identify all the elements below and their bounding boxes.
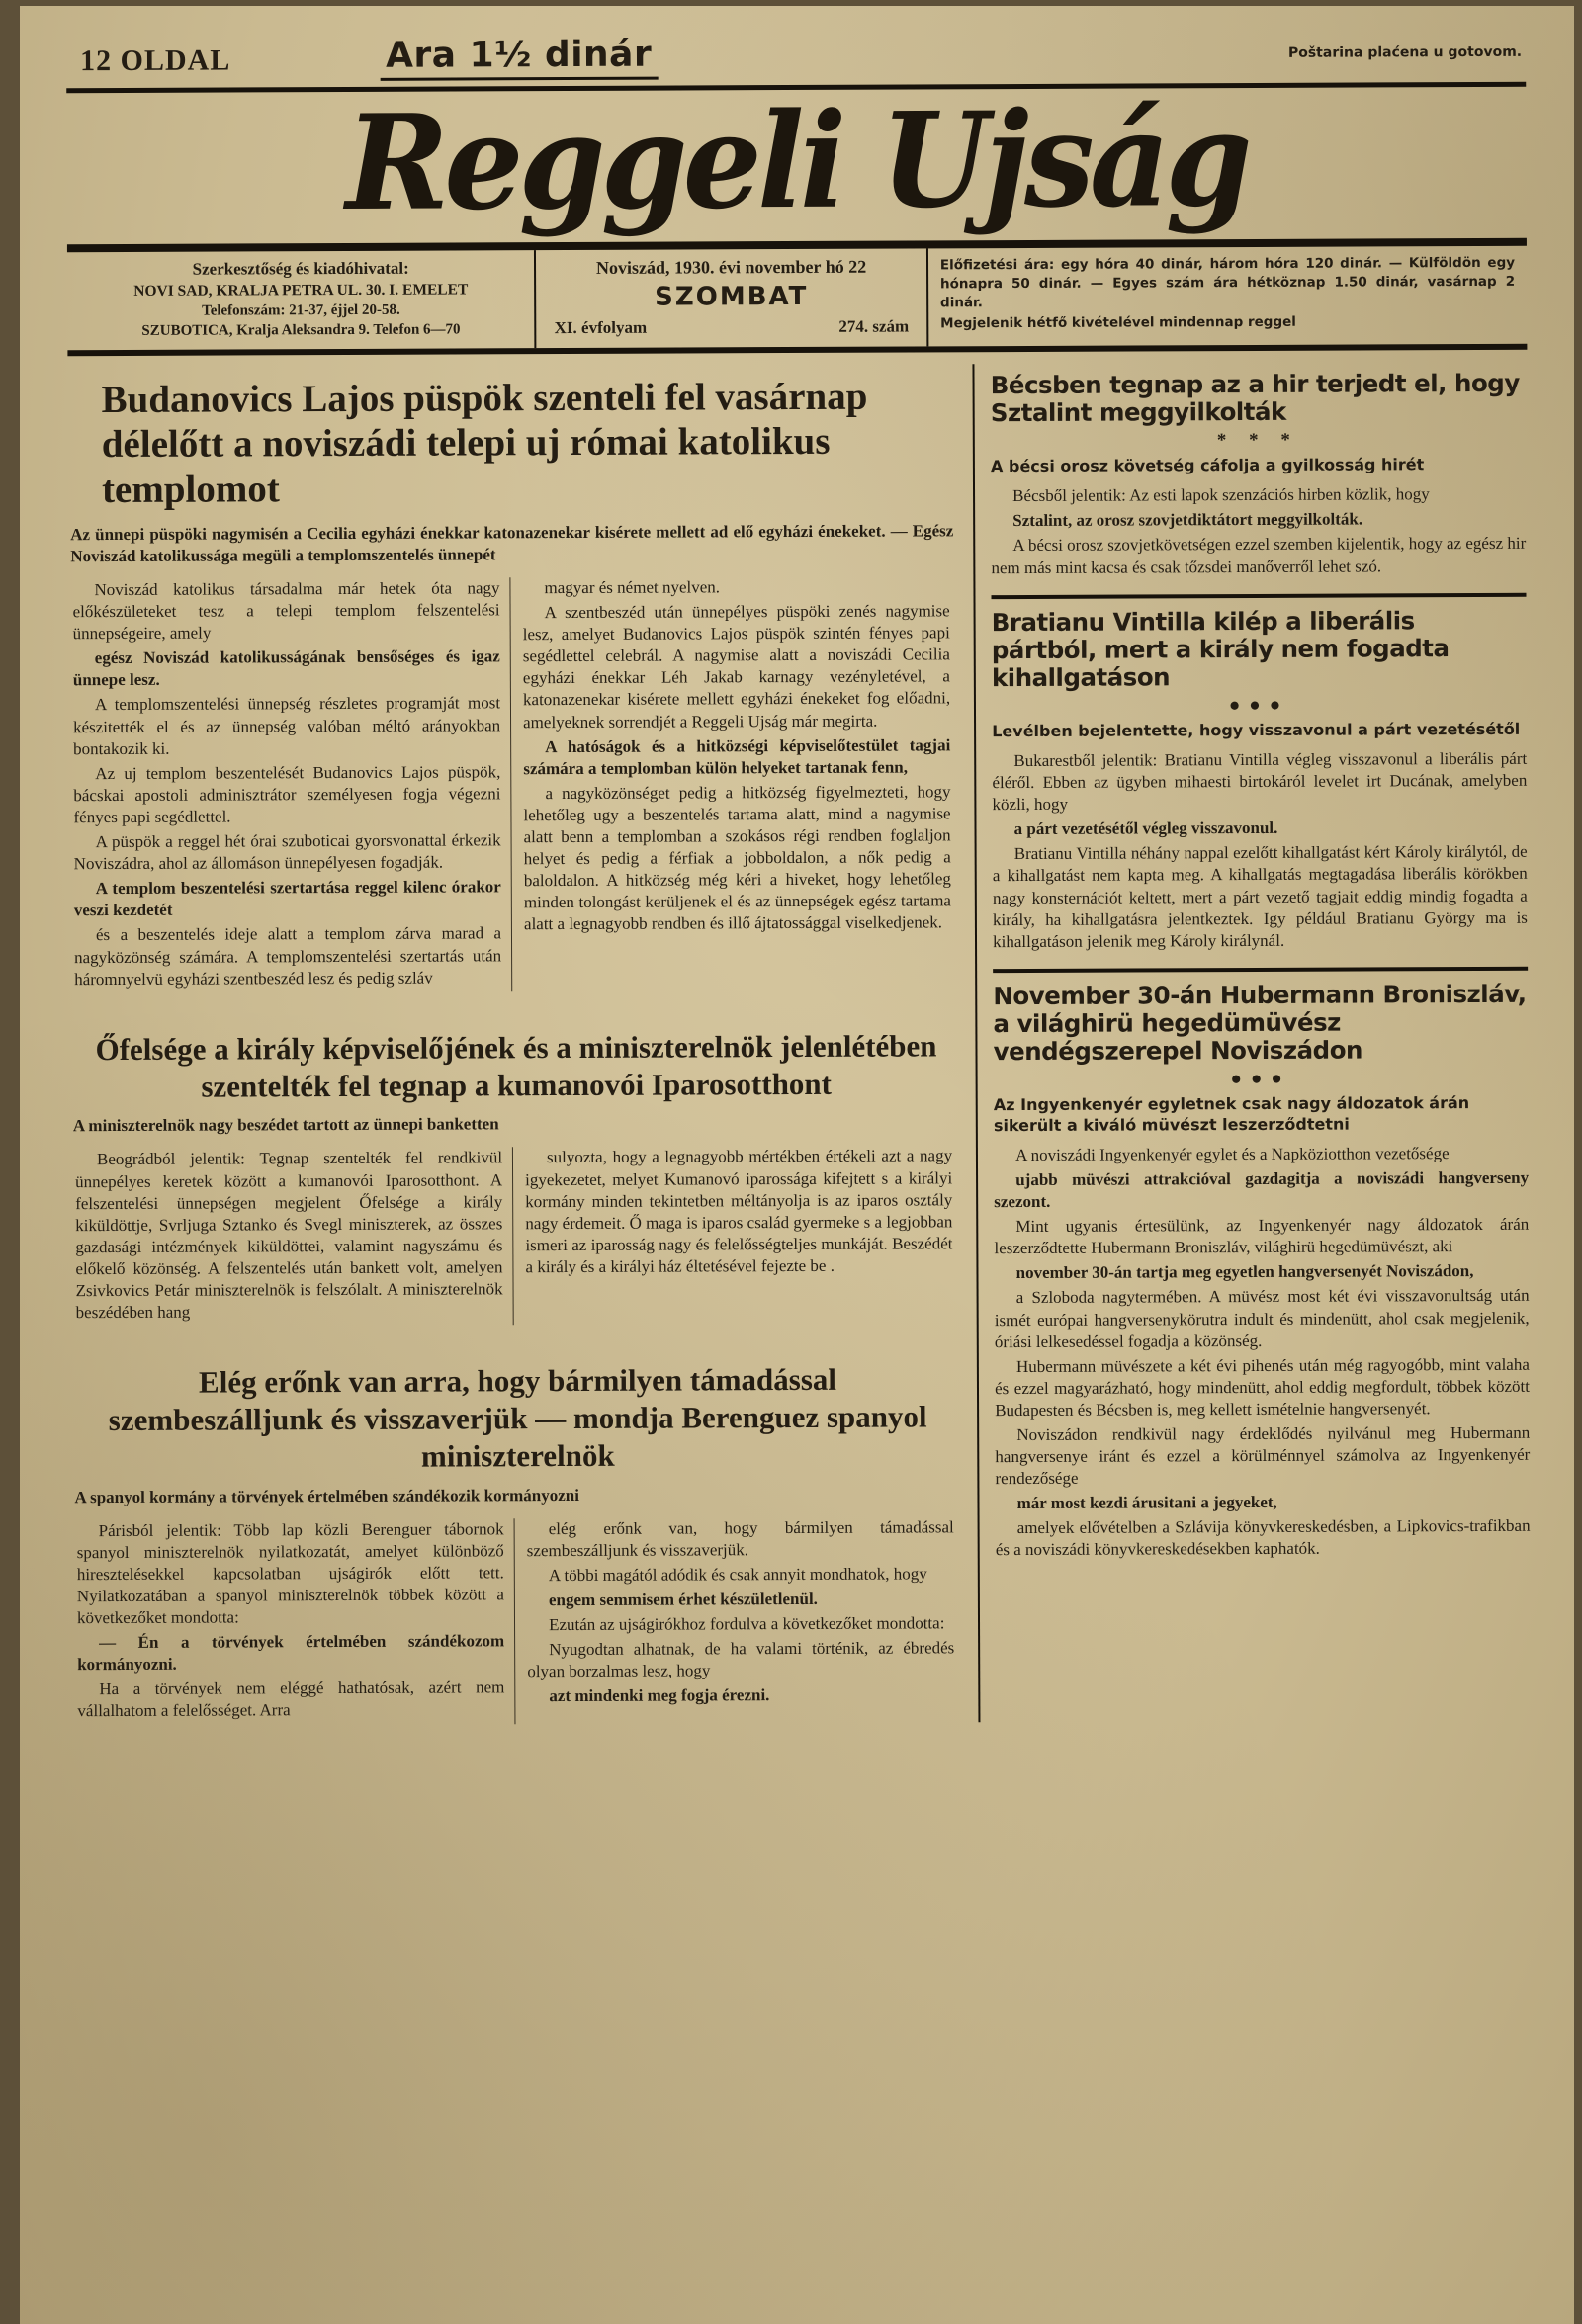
article-bratianu-body bbox=[992, 748, 1528, 953]
paragraph: A templomszentelési ünnepség részletes programját most készitették el és az ünnepség valóban méltó arányokban bontakozik ki. bbox=[73, 693, 501, 758]
paragraph: amelyek elővételben a Szlávija könyvkereskedésben, a Lipkovics-trafikban és a noviszádi könyvkereskedésekben kaphatók. bbox=[995, 1516, 1531, 1560]
article-temple-col1 bbox=[68, 577, 511, 993]
dots-separator: ●●● bbox=[1230, 1069, 1291, 1090]
paragraph: sulyozta, hogy a legnagyobb mértékben értékeli azt a nagy igyekezetet, melyet Kumanovó iparossága kifejtett s a királyi kormány minden tekintetben méltányolja is az iparos osztály nagy érdemeit. Ő maga is iparos család gyermeke s a legjobban ismeri az iparosság nagy és felelősségteljes munkáját. Beszédét a király és a királyi ház éltetésével fejezte be . bbox=[525, 1146, 953, 1277]
publication-note: Megjelenik hétfő kivételével mindennap reggel bbox=[940, 313, 1296, 332]
paragraph: Noviszádon rendkivül nagy érdeklődés nyilvánul meg Hubermann hangversenye iránt és ezzel a körülménnyel számolva az Ingyenkenyér rendezősége bbox=[995, 1422, 1531, 1489]
paragraph: engem semmisem érhet készületlenül. bbox=[548, 1589, 818, 1610]
paragraph: Beográdból jelentik: Tegnap szentelték fel rendkivül ünnepélyes keretek között a kumanovói Iparosotthont. A felszentelési ünnepségen megjelent Őfelsége a király kiküldöttje, Svrljuga Sztanko és Svegl miniszterek, az összes gazdasági intézmények kiküldöttei, valamint nagyszámu és előkelő közönség. A felszentelés után bankett volt, amelyen Zsivkovics Petár miniszterelnök is felszólalt. A miniszterelnök beszédében hang bbox=[75, 1148, 503, 1323]
dots-separator: ●●● bbox=[1228, 694, 1290, 717]
article-kumanovo-subhead: A miniszterelnök nagy beszédet tartott az ünnepi banketten bbox=[72, 1114, 499, 1136]
article-stalin-body bbox=[991, 483, 1526, 579]
paragraph: a párt vezetésétől végleg visszavonul. bbox=[1013, 818, 1278, 839]
rule-before-bratianu bbox=[992, 592, 1527, 598]
page-header bbox=[66, 29, 1527, 357]
article-berenguer-subhead: A spanyol kormány a törvények értelmében szándékozik kormányozni bbox=[74, 1485, 579, 1506]
paragraph: A noviszádi Ingyenkenyér egylet és a Napköziotthon vezetősége bbox=[1015, 1144, 1450, 1164]
office-line-2: NOVI SAD, KRALJA PETRA UL. 30. I. EMELET bbox=[133, 281, 469, 301]
article-hubermann-lead: Az Ingyenkenyér egyletnek csak nagy áldozatok árán sikerült a kiváló müvészt leszerződtetni bbox=[993, 1093, 1470, 1136]
article-temple-subhead: Az ünnepi püspöki nagymisén a Cecilia egyházi énekkar katonazenekar kisérete mellett ad elő egyházi énekeket. — Egész Noviszád katolikussága megüli a templomszentelés ünnepét bbox=[70, 521, 954, 566]
info-row bbox=[67, 246, 1527, 350]
date-info-box bbox=[534, 249, 928, 349]
paragraph: Párisból jelentik: Több lap közli Berenguer tábornok spanyol miniszterelnök nyilatkozatát, amelyet különböző hiresztelésekkel kapcsolatban ujságirók előtt tett. Nyilatkozatában a spanyol miniszterelnök többek között a következőket mondotta: bbox=[76, 1518, 504, 1628]
postage-note: Poštarina plaćena u gotovom. bbox=[1287, 43, 1523, 61]
left-column bbox=[67, 364, 978, 1725]
paragraph: Nyugodtan alhatnak, de ha valami történik, az ébredés olyan borzalmas lesz, hogy bbox=[527, 1638, 955, 1681]
volume-row bbox=[549, 317, 916, 339]
paragraph: magyar és német nyelven. bbox=[544, 577, 721, 598]
article-berenguer-headline: Elég erőnk van arra, hogy bármilyen támadással szembeszálljunk és visszaverjük — mondja Berenguez spanyol miniszterelnök bbox=[108, 1361, 927, 1474]
paragraph: Noviszád katolikus társadalma már hetek óta nagy előkészületeket tesz a telepi templom felszentelési ünnepségeire, amely bbox=[72, 578, 500, 644]
paragraph: ujabb müvészi attrakcióval gazdagitja a noviszádi hangverseny szezont. bbox=[994, 1167, 1530, 1212]
paragraph: már most kezdi árusitani a jegyeket, bbox=[1016, 1493, 1277, 1513]
paragraph: Bukarestből jelentik: Bratianu Vintilla végleg visszavonul a liberális párt éléről. Ebben az ügyben mihaesti birtokáról levelet irt Ducának, amelyben közli, hogy bbox=[992, 748, 1528, 815]
article-temple-headline: Budanovics Lajos püspök szenteli fel vasárnap délelőtt a noviszádi telepi uj római katolikus templomot bbox=[101, 375, 868, 511]
page-count-label: 12 OLDAL bbox=[80, 43, 231, 78]
office-line-1: Szerkesztőség és kiadóhivatal: bbox=[192, 258, 409, 279]
article-hubermann-headline: November 30-án Hubermann Broniszláv, a világhirü hegedümüvész vendégszerepel Noviszádon bbox=[993, 979, 1527, 1067]
article-berenguer-col2 bbox=[514, 1516, 965, 1724]
paragraph: egész Noviszád katolikusságának bensőséges és igaz ünnepe lesz. bbox=[72, 646, 500, 690]
article-temple bbox=[67, 364, 961, 993]
article-kumanovo-columns bbox=[71, 1146, 963, 1328]
article-kumanovo-headline: Őfelsége a király képviselőjének és a miniszterelnök jelenlétében szentelték fel tegnap a kumanovói Iparosotthont bbox=[95, 1028, 937, 1104]
stars-separator: * * * bbox=[1216, 430, 1299, 452]
page-content bbox=[20, 6, 1574, 2324]
paragraph: elég erőnk van, hogy bármilyen támadással szembeszálljunk és visszaverjük. bbox=[526, 1516, 954, 1560]
paragraph: Sztalint, az orosz szovjetdiktátort meggyilkolták. bbox=[1012, 509, 1363, 531]
paragraph: A hatóságok és a hitközségi képviselőtestület tagjai számára a templomban külön helyeket tartanak fenn, bbox=[523, 734, 951, 778]
article-stalin bbox=[991, 370, 1527, 579]
masthead-title: Reggeli Ujság bbox=[345, 82, 1248, 240]
office-line-3: Telefonszám: 21-37, éjjel 20-58. bbox=[202, 301, 400, 319]
article-kumanovo-col1 bbox=[71, 1148, 513, 1328]
paragraph: A szentbeszéd után ünnepélyes püspöki zenés nagymise lesz, amelyet Budanovics Lajos püspök szintén fényes papi segédlettel celebrál. A nagymise alatt a noviszádi Cecilia egyházi énekkar Léh Jakab karnagy vezényletével, a katonazenekar kisérete mellett egyházi énekeket fog előadni, amelyeknek sorrendjét a Reggeli Ujság már megirta. bbox=[522, 601, 951, 732]
article-kumanovo-col2 bbox=[512, 1146, 963, 1326]
paragraph: Ezután az ujságirókhoz fordulva a következőket mondotta: bbox=[549, 1613, 945, 1635]
subscription-info-box bbox=[928, 246, 1528, 347]
article-berenguer-columns bbox=[73, 1516, 965, 1726]
article-stalin-headline: Bécsben tegnap az a hir terjedt el, hogy Sztalint meggyilkolták bbox=[990, 368, 1520, 428]
paragraph: A többi magától adódik és csak annyit mondhatok, hogy bbox=[548, 1564, 927, 1585]
paragraph: a Szloboda nagytermében. A müvész most két évi visszavonultság után ismét európai hangversenykörutra indult és mindenütt, ahol csak megjelenik, óriási lelkesedéssel fogadja a közönség. bbox=[994, 1286, 1530, 1351]
article-hubermann-body bbox=[994, 1143, 1531, 1562]
day-label: SZOMBAT bbox=[655, 282, 809, 312]
newspaper-page bbox=[20, 6, 1574, 2324]
paragraph: A bécsi orosz szovjetkövetségen ezzel szemben kijelentik, hogy az egész hir nem más mint kacsa és csak tőzsdei manőverről lehet szó. bbox=[991, 534, 1527, 577]
paragraph: — Én a törvények értelmében szándékozom kormányozni. bbox=[77, 1631, 505, 1675]
main-content bbox=[67, 362, 1533, 1726]
paragraph: A templom beszentelési szertartása reggel kilenc órakor veszi kezdetét bbox=[73, 877, 501, 920]
article-bratianu-headline: Bratianu Vintilla kilép a liberális pártból, mert a király nem fogadta kihallgatáson bbox=[991, 605, 1450, 693]
paragraph: Bratianu Vintilla néhány nappal ezelőtt kihallgatást kért Károly királytól, de a kihallgatást nem kapta meg. A kihallgatás megtagadása liberális körökben nagy konsternációt keltett, mert a párt vezető tagjait eddig mindig fogadta a király, ha kihallgatásra jelentkeztek. Igy például Bratianu György ma is kihallgatáson jelenik meg Károly királynál. bbox=[992, 842, 1528, 951]
article-berenguer bbox=[72, 1352, 965, 1725]
paragraph: Hubermann müvészete a két évi pihenés után még ragyogóbb, mint valaha és ezzel magyarázható, hogy mindenütt, ahol eddig megfordult, többek között Budapesten és Bécsben is, meg kellett ismételnie hangversenyét. bbox=[995, 1354, 1531, 1420]
price-label: Ara 1½ dinár bbox=[380, 35, 658, 81]
paragraph: Ha a törvények nem eléggé hathatósak, azért nem vállalhatom a felelősséget. Arra bbox=[77, 1678, 505, 1721]
paragraph: Bécsből jelentik: Az esti lapok szenzációs hirben közlik, hogy bbox=[1012, 484, 1430, 506]
paragraph: azt mindenki meg fogja érezni. bbox=[549, 1685, 770, 1706]
issue-date: Noviszád, 1930. évi november hó 22 bbox=[595, 256, 867, 278]
article-temple-columns bbox=[68, 575, 961, 993]
volume-label: XI. évfolyam bbox=[554, 317, 648, 338]
office-line-4: SZUBOTICA, Kralja Aleksandra 9. Telefon 6—70 bbox=[141, 321, 461, 339]
article-bratianu-lead: Levélben bejelentette, hogy visszavonul a párt vezetésétől bbox=[992, 719, 1521, 741]
paragraph: és a beszentelés ideje alatt a templom zárva marad a nagyközönség számára. A templomszentelési szertartás után háromnyelvü egyházi szentbeszéd lesz és pedig szláv bbox=[74, 923, 502, 989]
article-hubermann bbox=[993, 981, 1530, 1562]
issue-number: 274. szám bbox=[838, 316, 910, 336]
article-temple-col2 bbox=[509, 575, 961, 991]
paragraph: november 30-án tartja meg egyetlen hangversenyét Noviszádon, bbox=[1015, 1261, 1474, 1283]
article-kumanovo bbox=[70, 1019, 962, 1327]
office-info-box bbox=[67, 250, 535, 350]
right-column bbox=[973, 362, 1534, 1722]
rule-before-hubermann bbox=[993, 967, 1528, 973]
paragraph: a nagyközönséget pedig a hitközség figyelmezteti, hogy lehetőleg ugy a beszentelés tartama alatt, mind a nagymise alatt benn a templomban a szokásos régi rendben foglaljon helyet és pedig a férfiak a jobboldalon, a nők pedig a baloldalon. A hitközség még kéri a hiveket, hogy lehetőleg minden tolongást kerüljenek el és az ünnepségek egész tartama alatt a legnagyobb rendben és illő ájtatossággal viselkedjenek. bbox=[523, 782, 952, 934]
subscription-prices: Előfizetési ára: egy hóra 40 dinár, három hóra 120 dinár. — Külföldön egy hónapra 50 dinár. — Egyes szám ára hétköznap 1.50 dinár, vasárnap 2 dinár. bbox=[939, 254, 1516, 311]
paragraph: Mint ugyanis értesülünk, az Ingyenkenyér nagy áldozatok árán leszerződtette Hubermann Broniszláv, világhirü hegedümüvészt, aki bbox=[994, 1214, 1530, 1258]
paragraph: Az uj templom beszentelését Budanovics Lajos püspök, bácskai apostoli adminisztrátor személyesen fogja végezni fényes papi segédlettel. bbox=[73, 762, 501, 827]
article-stalin-lead: A bécsi orosz követség cáfolja a gyilkosság hirét bbox=[990, 455, 1425, 476]
article-berenguer-col1 bbox=[73, 1518, 515, 1726]
paragraph: A püspök a reggel hét órai szuboticai gyorsvonattal érkezik Noviszádra, ahol az állomáson ünnepélyesen fogadják. bbox=[73, 830, 501, 874]
article-bratianu bbox=[992, 606, 1528, 953]
top-bar bbox=[66, 29, 1526, 88]
